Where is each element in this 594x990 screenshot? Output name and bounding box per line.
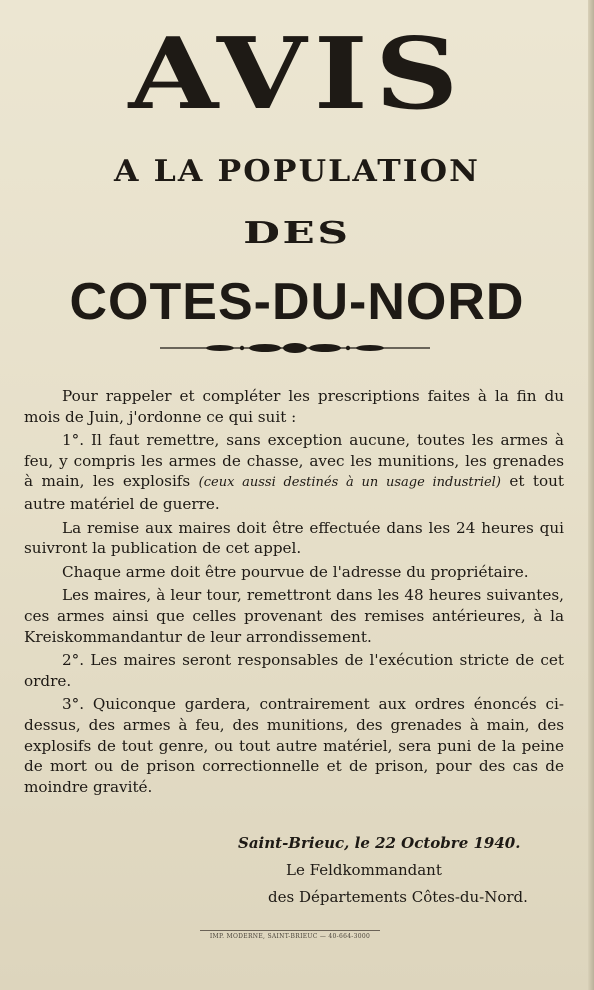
poster-subtitle: A LA POPULATION [113, 154, 481, 189]
paragraph-delivery: La remise aux maires doit être effectuée dans les 24 heures qui suivront la publication de cet appel. [24, 518, 564, 558]
paragraph-mayors: Les maires, à leur tour, remettront dans les 48 heures suivantes, ces armes ainsi que celles provenant des remises antérieures, à la Kreiskommandantur de leur arrondissement. [24, 586, 564, 646]
poster-des: DES [243, 216, 351, 251]
paragraph-address: Chaque arme doit être pourvue de l'adresse du propriétaire. [62, 562, 529, 581]
poster-edge [588, 0, 594, 990]
poster-body [24, 386, 564, 800]
paragraph-article-1-end: et tout autre matériel de guerre. [24, 472, 564, 513]
signature-role: Le Feldkommandant [286, 861, 442, 879]
paragraph-article-2: 2°. Les maires seront responsables de l'exécution stricte de cet ordre. [24, 651, 564, 690]
printer-imprint: IMP. MODERNE, SAINT-BRIEUC — 40-664-3000 [200, 930, 380, 940]
signature-department: des Départements Côtes-du-Nord. [268, 888, 528, 906]
paragraph-intro: Pour rappeler et compléter les prescriptions faites à la fin du mois de Juin, j'ordonne ce qui suit : [24, 387, 564, 426]
ornament-divider-icon [160, 342, 430, 354]
poster-region: COTES-DU-NORD [69, 273, 525, 331]
paragraph-article-1-text: 1°. Il faut remettre, sans exception aucune, toutes les armes à feu, y compris les armes de chasse, avec les munitions, les grenades à main, les explosifs [24, 431, 564, 491]
poster-title: AVIS [128, 17, 466, 132]
paragraph-article-1-italic: (ceux aussi destinés à un usage industriel) [198, 475, 501, 491]
paragraph-article-3: 3°. Quiconque gardera, contrairement aux ordres énoncés ci-dessus, des armes à feu, des munitions, des grenades à main, des explosifs de tout genre, ou tout autre matériel, sera puni de la peine de mort ou de prison correctionnelle et de prison, pour des cas de moindre gravité. [24, 695, 564, 796]
signature-place-date: Saint-Brieuc, le 22 Octobre 1940. [238, 834, 521, 852]
paragraph-article-1 [24, 430, 564, 514]
